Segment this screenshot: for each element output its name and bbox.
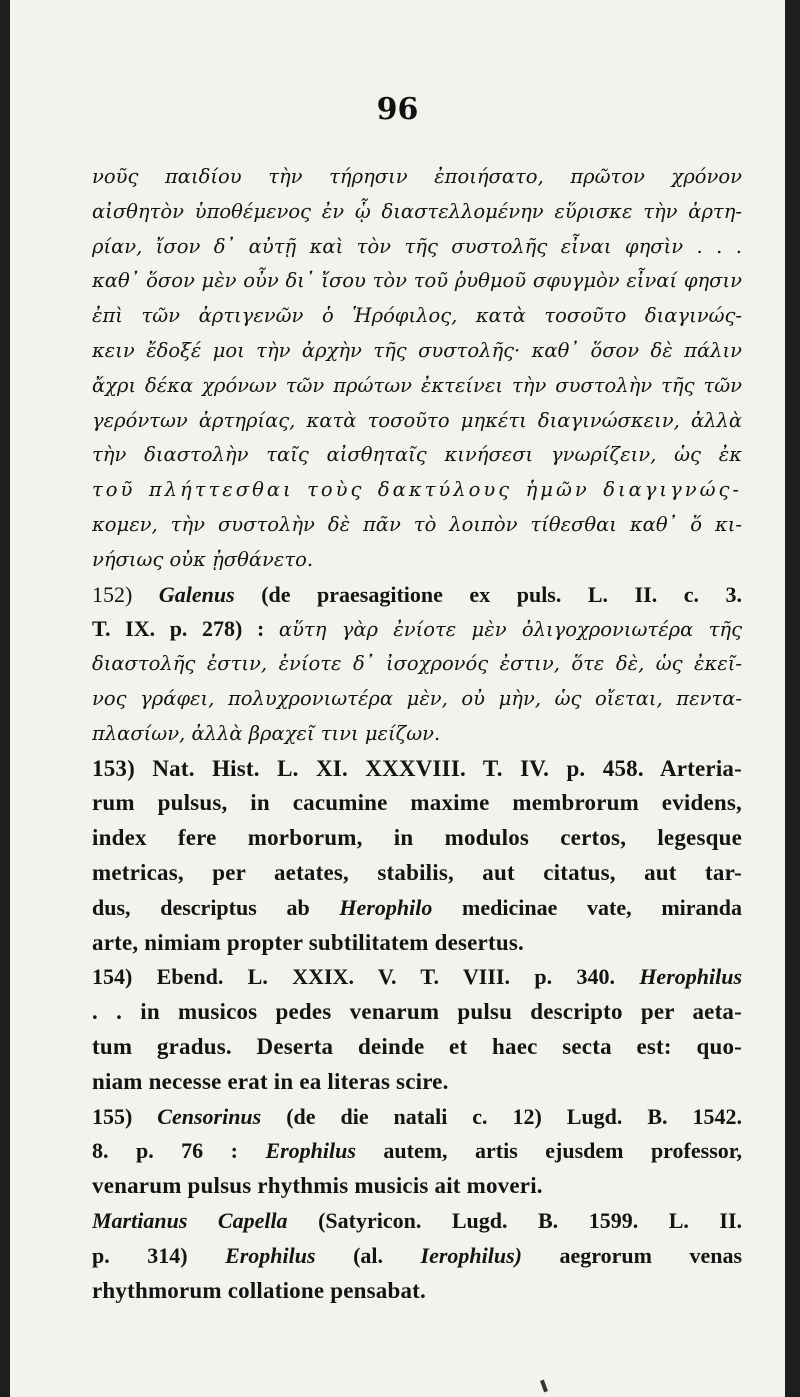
text-line: καθ᾿ ὅσον μὲν οὖν δι᾿ ἴσου τὸν τοῦ ῥυθμοῦ σφυγμὸν εἶναί φησιν	[92, 269, 742, 293]
footnote-152-line: T. IX. p. 278) : αὕτη γὰρ ἐνίοτε μὲν ὀλιγοχρονιωτέρα τῆς	[92, 616, 742, 642]
text-line: τὴν διαστολὴν ταῖς αἰσθηταῖς κινήσεσι γνωρίζειν, ὡς ἐκ	[92, 443, 742, 467]
author-name: Galenus	[158, 581, 235, 607]
ink-mark	[540, 1380, 548, 1393]
text-line: νήσιως οὐκ ᾐσθάνετο.	[92, 547, 314, 571]
footnote-153-line: index fere morborum, in modulos certos, legesque	[92, 825, 742, 851]
footnote-154-line: niam necesse erat in ea literas scire.	[92, 1068, 449, 1094]
footnote-153-line: dus, descriptus ab Herophilo medicinae vate, miranda	[92, 894, 742, 920]
footnote-155-line: 155) Censorinus (de die natali c. 12) Lugd. B. 1542.	[92, 1103, 742, 1129]
footnote-155-line: rhythmorum collatione pensabat.	[92, 1277, 426, 1303]
person-name: Censorinus	[157, 1103, 262, 1129]
footnote-number: 152)	[92, 581, 133, 607]
footnote-155-line: Martianus Capella (Satyricon. Lugd. B. 1599. L. II.	[92, 1207, 742, 1233]
footnote-155-line: 8. p. 76 : Erophilus autem, artis ejusdem professor,	[92, 1138, 742, 1164]
text-line: γερόντων ἀρτηρίας, κατὰ τοσοῦτο μηκέτι διαγινώσκειν, ἀλλὰ	[92, 408, 742, 432]
footnote-152-line: πλασίων, ἀλλὰ βραχεῖ τινι μείζων.	[92, 721, 441, 745]
page-number: 96	[376, 92, 419, 127]
text-line: κομεν, τὴν συστολὴν δὲ πᾶν τὸ λοιπὸν τίθεσθαι καθ᾿ ὅ κι-	[92, 512, 742, 536]
footnote-153-line: 153) Nat. Hist. L. XI. XXXVIII. T. IV. p. 458. Arteria-	[92, 755, 742, 781]
text-block	[92, 160, 742, 1308]
footnote-154-line: tum gradus. Deserta deinde et haec secta est: quo-	[92, 1033, 742, 1059]
book-page	[10, 0, 785, 1397]
person-name: Ierophilus)	[420, 1242, 522, 1268]
footnote-155-line: p. 314) Erophilus (al. Ierophilus) aegrorum venas	[92, 1242, 742, 1268]
footnote-152-line: νος γράφει, πολυχρονιωτέρα μὲν, οὐ μὴν, ὡς οἴεται, πεντα-	[92, 686, 742, 710]
person-name: Herophilo	[339, 894, 433, 920]
text-line: ἐπὶ τῶν ἀρτιγενῶν ὁ Ἡρόφιλος, κατὰ τοσοῦτο διαγινώς-	[92, 304, 742, 328]
text-line: ρίαν, ἴσον δ᾿ αὐτῇ καὶ τὸν τῆς συστολῆς εἶναι φησὶν . . .	[92, 234, 742, 258]
text-line: ἄχρι δέκα χρόνων τῶν πρώτων ἐκτείνει τὴν συστολὴν τῆς τῶν	[92, 373, 742, 397]
footnote-155-line: venarum pulsus rhythmis musicis ait moveri.	[92, 1173, 543, 1199]
text-line: κειν ἔδοξέ μοι τὴν ἀρχὴν τῆς συστολῆς· καθ᾿ ὅσον δὲ πάλιν	[92, 338, 742, 362]
text-line: νοῦς παιδίου τὴν τήρησιν ἐποιήσατο, πρῶτον χρόνον	[92, 165, 742, 188]
text-line: αἰσθητὸν ὑποθέμενος ἐν ᾧ διαστελλομένην εὕρισκε τὴν ἀρτη-	[92, 199, 742, 223]
person-name: Herophilus	[639, 964, 742, 990]
footnote-154-line: . . in musicos pedes venarum pulsu descripto per aeta-	[92, 999, 742, 1025]
person-name: Erophilus	[265, 1138, 356, 1164]
footnote-153-line: rum pulsus, in cacumine maxime membrorum evidens,	[92, 790, 742, 816]
person-name: Erophilus	[225, 1242, 316, 1268]
footnote-152-line: διαστολῆς ἐστιν, ἐνίοτε δ᾿ ἰσοχρονός ἐστιν, ὅτε δὲ, ὡς ἐκεῖ-	[92, 652, 742, 676]
footnote-154-line: 154) Ebend. L. XXIX. V. T. VIII. p. 340. Herophilus	[92, 964, 742, 990]
text-line: τοῦ πλήττεσθαι τοὺς δακτύλους ἡμῶν διαγιγνώς-	[92, 478, 742, 502]
footnote-152-line: 152) Galenus (de praesagitione ex puls. L. II. c. 3.	[92, 581, 742, 607]
person-name: Martianus Capella	[92, 1207, 288, 1233]
footnote-153-line: arte, nimiam propter subtilitatem desertus.	[92, 929, 524, 955]
footnote-153-line: metricas, per aetates, stabilis, aut citatus, aut tar-	[92, 859, 742, 885]
